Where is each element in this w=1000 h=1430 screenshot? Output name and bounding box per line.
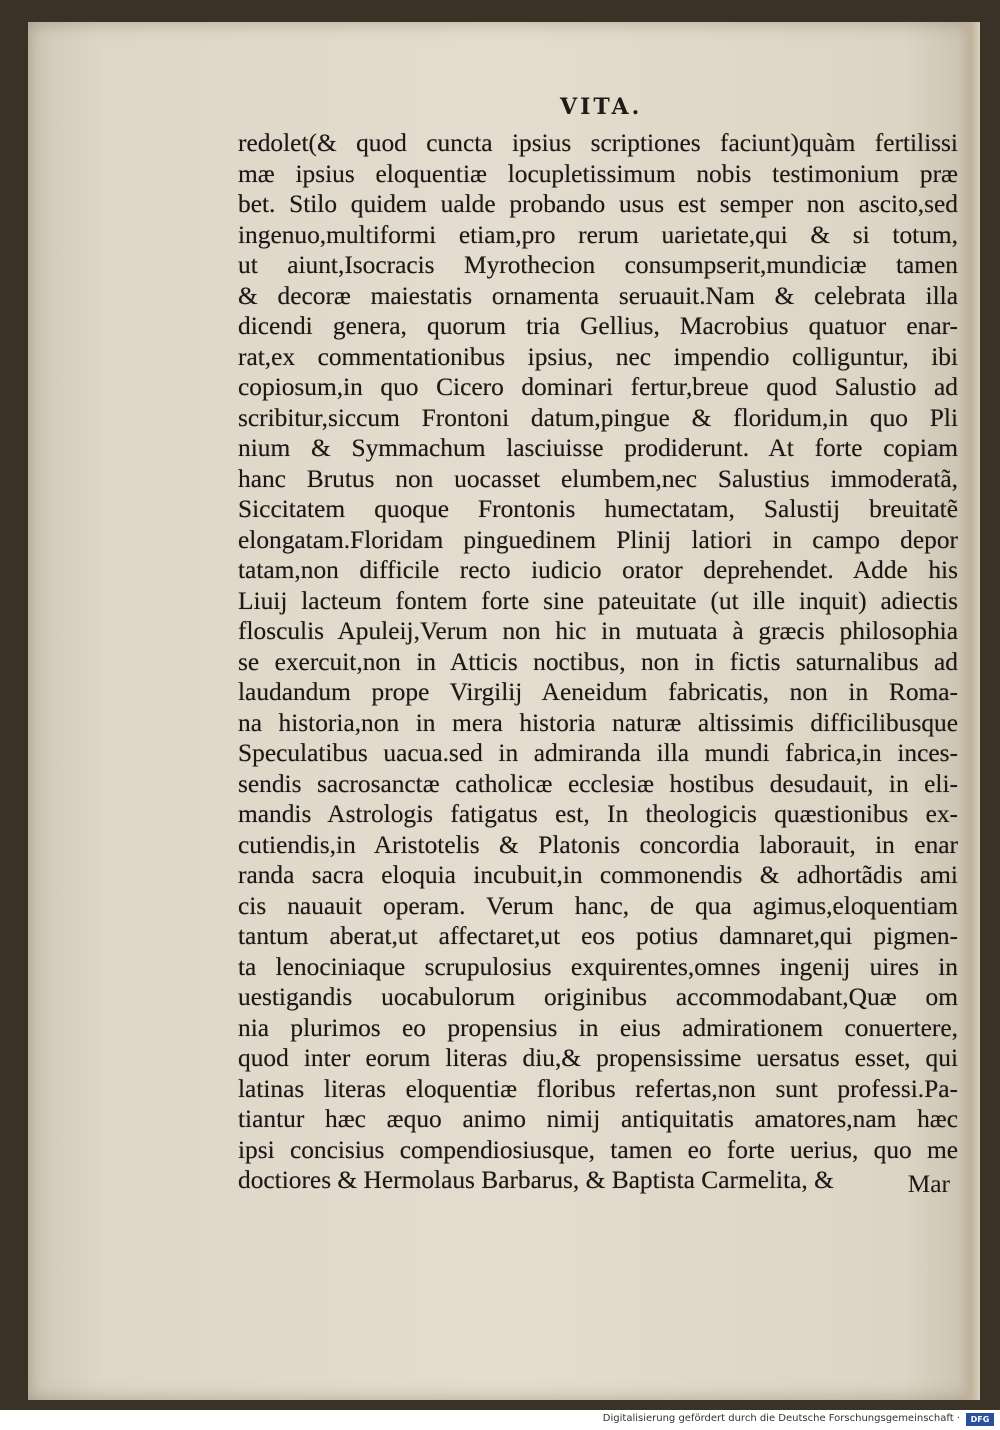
text-line: doctiores & Hermolaus Barbarus, & Baptista Carmelita, &	[238, 1166, 834, 1194]
text-line: latinas literas eloquentiæ floribus refertas,non sunt professi.Pa-	[238, 1074, 958, 1103]
text-block	[238, 128, 958, 1196]
text-line: redolet(& quod cuncta ipsius scriptiones faciunt)quàm fertilissi	[238, 129, 958, 157]
text-line: nia plurimos eo propensius in eius admirationem conuertere,	[238, 1013, 958, 1042]
text-line: hanc Brutus non uocasset elumbem,nec Salustius immoderatã,	[238, 464, 958, 493]
footer	[0, 1410, 1000, 1430]
text-line: ipsi concisius compendiosiusque, tamen eo forte uerius, quo me	[238, 1135, 958, 1164]
text-line: na historia,non in mera historia naturæ altissimis difficilibusque	[238, 708, 958, 737]
text-line: rat,ex commentationibus ipsius, nec impendio colliguntur, ibi	[238, 342, 958, 371]
running-head: VITA.	[560, 94, 643, 120]
text-line: scribitur,siccum Frontoni datum,pingue & floridum,in quo Pli	[238, 403, 958, 432]
text-line: ta lenociniaque scrupulosius exquirentes,omnes ingenij uires in	[238, 952, 958, 981]
text-line: mandis Astrologis fatigatus est, In theologicis quæstionibus ex-	[238, 800, 958, 828]
text-line: randa sacra eloquia incubuit,in commonendis & adhortãdis ami	[238, 861, 958, 889]
text-line: elongatam.Floridam pinguedinem Plinij latiori in campo depor	[238, 525, 958, 554]
text-line: mæ ipsius eloquentiæ locupletissimum nobis testimonium præ	[238, 159, 958, 188]
text-line: dicendi genera, quorum tria Gellius, Macrobius quatuor enar-	[238, 312, 958, 340]
text-line: ut aiunt,Isocracis Myrothecion consumpserit,mundiciæ tamen	[238, 251, 958, 279]
text-line: se exercuit,non in Atticis noctibus, non in fictis saturnalibus ad	[238, 647, 958, 676]
text-line: cis nauauit operam. Verum hanc, de qua agimus,eloquentiam	[238, 891, 958, 920]
text-line: flosculis Apuleij,Verum non hic in mutuata à græcis philosophia	[238, 617, 958, 645]
text-line: laudandum prope Virgilij Aeneidum fabricatis, non in Roma-	[238, 678, 958, 706]
catchword: Mar	[907, 1170, 950, 1198]
text-line: bet. Stilo quidem ualde probando usus est semper non ascito,sed	[238, 190, 958, 218]
page-edge	[958, 22, 980, 1400]
text-line: Liuij lacteum fontem forte sine pateuitate (ut ille inquit) adiectis	[238, 586, 958, 615]
text-line: nium & Symmachum lasciuisse prodiderunt. At forte copiam	[238, 434, 958, 462]
text-line: tiantur hæc æquo animo nimij antiquitatis amatores,nam hæc	[238, 1105, 958, 1133]
text-line: Speculatibus uacua.sed in admiranda illa mundi fabrica,in inces-	[238, 739, 958, 767]
text-line: tantum aberat,ut affectaret,ut eos potius damnaret,qui pigmen-	[238, 922, 958, 950]
text-line: Siccitatem quoque Frontonis humectatam, Salustij breuitatẽ	[238, 495, 958, 523]
dfg-logo: DFG	[966, 1413, 994, 1426]
text-line: cutiendis,in Aristotelis & Platonis concordia laborauit, in enar	[238, 830, 958, 859]
text-line: uestigandis uocabulorum originibus accommodabant,Quæ om	[238, 983, 958, 1011]
text-line: copiosum,in quo Cicero dominari fertur,breue quod Salustio ad	[238, 373, 958, 401]
digitization-credit: Digitalisierung gefördert durch die Deutsche Forschungsgemeinschaft ·	[602, 1413, 960, 1424]
text-line: & decoræ maiestatis ornamenta seruauit.Nam & celebrata illa	[238, 281, 958, 310]
text-line: quod inter eorum literas diu,& propensissime uersatus esset, qui	[238, 1044, 958, 1072]
text-line: sendis sacrosanctæ catholicæ ecclesiæ hostibus desudauit, in eli-	[238, 769, 958, 798]
text-line: ingenuo,multiformi etiam,pro rerum uarietate,qui & si totum,	[238, 220, 958, 249]
text-line: tatam,non difficile recto iudicio orator deprehendet. Adde his	[238, 556, 958, 584]
